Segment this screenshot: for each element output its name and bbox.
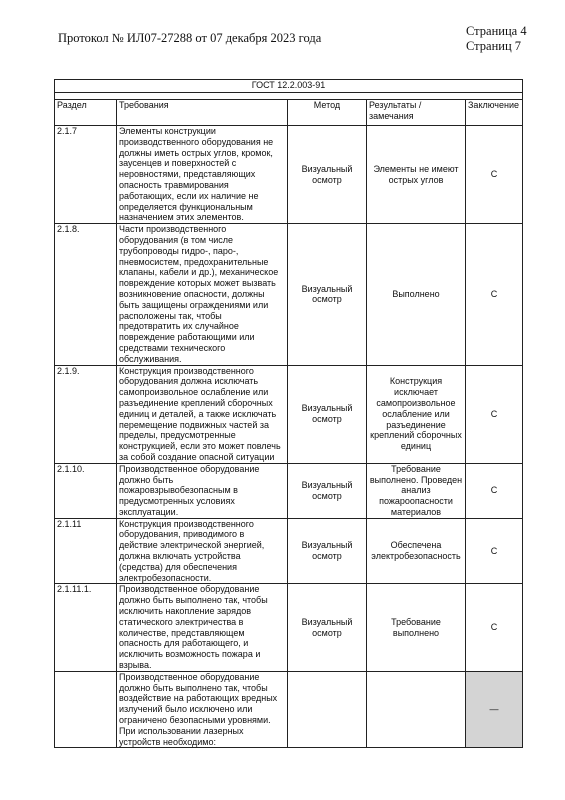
row-method: Визуальный осмотр (288, 518, 367, 584)
row-conclusion: С (466, 518, 523, 584)
row-conclusion: С (466, 126, 523, 224)
protocol-title: Протокол № ИЛ07-27288 от 07 декабря 2023 года (58, 31, 322, 45)
row-section: 2.1.11 (55, 518, 117, 584)
col-section-header: Раздел (55, 100, 117, 126)
row-result: Требование выполнено. Проведен анализ пожароопасности материалов (367, 463, 466, 518)
col-method-header: Метод (288, 100, 367, 126)
row-section: 2.1.8. (55, 224, 117, 365)
page-total: Страниц 7 (466, 39, 522, 53)
requirements-table (54, 79, 523, 748)
table-row (55, 584, 523, 671)
row-conclusion: — (466, 671, 523, 748)
row-section: 2.1.11.1. (55, 584, 117, 671)
standard-row (55, 80, 523, 93)
spacer-row (55, 93, 523, 100)
row-method: Визуальный осмотр (288, 126, 367, 224)
table-row (55, 224, 523, 365)
row-requirement: Производственное оборудование должно быть пожаровзрывобезопасным в предусмотренных условиях эксплуатации. (117, 463, 288, 518)
table-header (55, 100, 523, 126)
col-requirements-header: Требования (117, 100, 288, 126)
table-row (55, 671, 523, 748)
row-requirement: Производственное оборудование должно быть выполнено так, чтобы исключить накопление зарядов статического электричества в количестве, представляющем опасность для работающего, и исключить возможность пожара и взрыва. (117, 584, 288, 671)
row-requirement: Элементы конструкции производственного оборудования не должны иметь острых углов, кромок, заусенцев и поверхностей с неровностями, представляющих опасность травмирования работающих, если их наличие не определяется функциональным назначением этих элементов. (117, 126, 288, 224)
row-method: Визуальный осмотр (288, 463, 367, 518)
table-row (55, 365, 523, 463)
page-info (466, 24, 527, 54)
standard-title: ГОСТ 12.2.003-91 (55, 80, 523, 93)
page-current: Страница 4 (466, 24, 527, 38)
table-row (55, 518, 523, 584)
row-section (55, 671, 117, 748)
row-conclusion: С (466, 584, 523, 671)
row-method: Визуальный осмотр (288, 365, 367, 463)
row-conclusion: С (466, 463, 523, 518)
table-row (55, 463, 523, 518)
row-result: Обеспечена электробезопасность (367, 518, 466, 584)
row-method: Визуальный осмотр (288, 584, 367, 671)
col-results-header: Результаты / замечания (367, 100, 466, 126)
row-conclusion: С (466, 224, 523, 365)
row-result (367, 671, 466, 748)
row-result: Требование выполнено (367, 584, 466, 671)
row-section: 2.1.7 (55, 126, 117, 224)
row-requirement: Конструкция производственного оборудования, приводимого в действие электрической энергией, должна включать устройства (средства) для обеспечения электробезопасности. (117, 518, 288, 584)
row-section: 2.1.10. (55, 463, 117, 518)
row-requirement: Производственное оборудование должно быть выполнено так, чтобы воздействие на работающих вредных излучений было исключено или ограничено безопасными уровнями. При использовании лазерных устройств необходимо: (117, 671, 288, 748)
row-section: 2.1.9. (55, 365, 117, 463)
row-result: Выполнено (367, 224, 466, 365)
row-requirement: Конструкция производственного оборудования должна исключать самопроизвольное ослабление или разъединение креплений сборочных единиц и деталей, а также исключать перемещение подвижных частей за пределы, предусмотренные конструкцией, если это может повлечь за собой создание опасной ситуации (117, 365, 288, 463)
row-method: Визуальный осмотр (288, 224, 367, 365)
row-result: Элементы не имеют острых углов (367, 126, 466, 224)
col-conclusion-header: Заключение (466, 100, 523, 126)
row-conclusion: С (466, 365, 523, 463)
row-requirement: Части производственного оборудования (в том числе трубопроводы гидро-, паро-, пневмосистем, предохранительные клапаны, кабели и др.), механическое повреждение которых может вызвать возникновение опасности, должны быть защищены ограждениями или расположены так, чтобы предотвратить их случайное повреждение работающими или средствами технического обслуживания. (117, 224, 288, 365)
row-result: Конструкция исключает самопроизвольное ослабление или разъединение креплений сборочных единиц (367, 365, 466, 463)
table-row (55, 126, 523, 224)
row-method (288, 671, 367, 748)
